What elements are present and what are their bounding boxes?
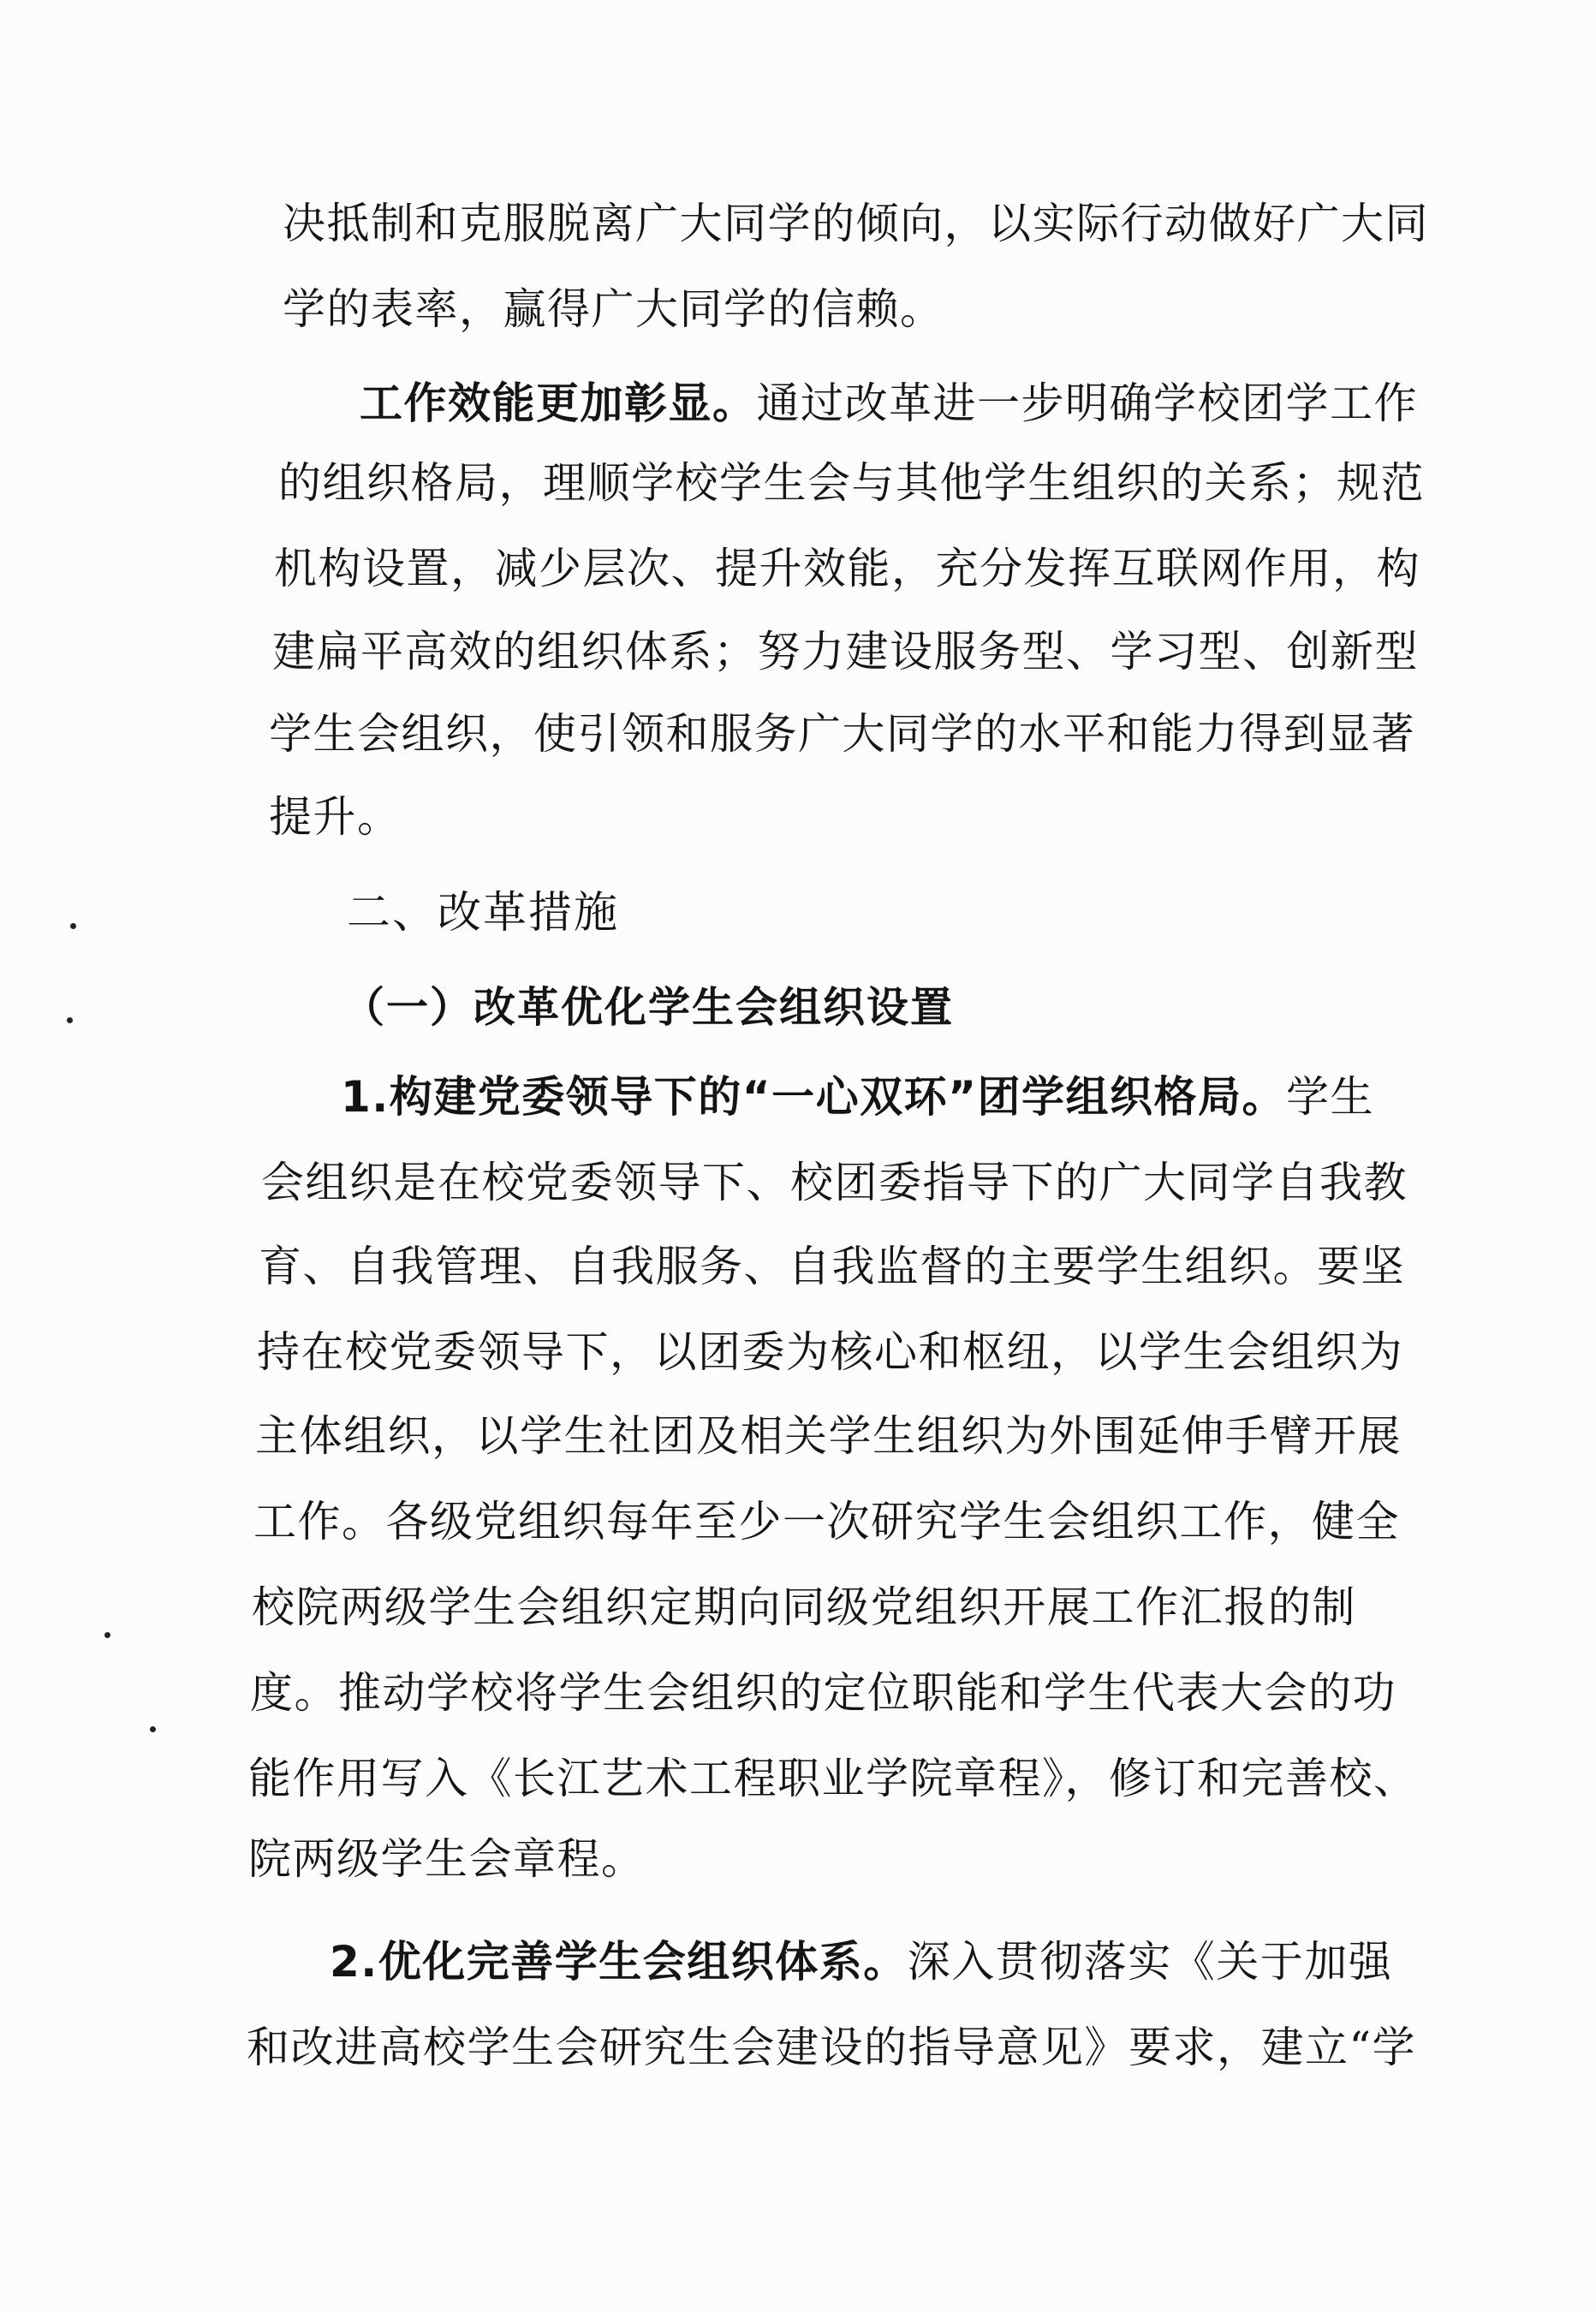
paragraph-3-line-4: 持在校党委领导下，以团委为核心和枢纽，以学生会组织为 (257, 1327, 1403, 1377)
paragraph-2-line-5: 学生会组织，使引领和服务广大同学的水平和能力得到显著 (269, 709, 1415, 759)
paragraph-1-line-1: 决抵制和克服脱离广大同学的倾向，以实际行动做好广大同 (283, 199, 1429, 248)
paragraph-2-line-2: 的组织格局，理顺学校学生会与其他学生组织的关系；规范 (278, 458, 1425, 508)
scan-mark (104, 1632, 110, 1638)
paragraph-3-line-9: 能作用写入《长江艺术工程职业学院章程》，修订和完善校、 (248, 1754, 1418, 1803)
paragraph-3-line-8: 度。推动学校将学生会组织的定位职能和学生代表大会的功 (250, 1668, 1396, 1718)
paragraph-3-line-1 (341, 1072, 1375, 1122)
paragraph-4-line-1 (330, 1937, 1393, 1987)
paragraph-3-line-10: 院两级学生会章程。 (248, 1834, 646, 1884)
paragraph-3-lead: 1.构建党委领导下的“一心双环”团学组织格局。 (341, 1072, 1287, 1122)
paragraph-3-line-3: 育、自我管理、自我服务、自我监督的主要学生组织。要坚 (259, 1242, 1405, 1291)
paragraph-4-line-1-rest: 深入贯彻落实《关于加强 (907, 1937, 1393, 1987)
section-heading: 二、改革措施 (347, 888, 620, 939)
paragraph-2-lead: 工作效能更加彰显。 (360, 378, 757, 428)
scan-mark (150, 1726, 156, 1732)
subsection-heading: （一）改革优化学生会组织设置 (342, 983, 955, 1032)
paragraph-4-line-2: 和改进高校学生会研究生会建设的指导意见》要求，建立“学 (247, 2023, 1417, 2072)
paragraph-3-line-2: 会组织是在校党委领导下、校团委指导下的广大同学自我教 (261, 1158, 1408, 1207)
scan-mark (67, 1017, 73, 1023)
paragraph-2-line-6: 提升。 (269, 792, 402, 842)
scan-mark (70, 923, 76, 929)
paragraph-3-line-6: 工作。各级党组织每年至少一次研究学生会组织工作，健全 (253, 1497, 1400, 1546)
paragraph-2-line-1-rest: 通过改革进一步明确学校团学工作 (756, 378, 1418, 428)
paragraph-3-line-1-rest: 学生 (1286, 1072, 1375, 1122)
paragraph-1-line-2: 学的表率，赢得广大同学的信赖。 (283, 284, 944, 334)
paragraph-2-line-3: 机构设置，减少层次、提升效能，充分发挥互联网作用，构 (274, 544, 1420, 593)
paragraph-3-line-5: 主体组织，以学生社团及相关学生组织为外围延伸手臂开展 (255, 1411, 1402, 1461)
paragraph-3-line-7: 校院两级学生会组织定期向同级党组织开展工作汇报的制 (252, 1582, 1356, 1632)
paragraph-2-line-4: 建扁平高效的组织体系；努力建设服务型、学习型、创新型 (272, 627, 1419, 676)
paragraph-2-line-1 (360, 378, 1418, 428)
paragraph-4-lead: 2.优化完善学生会组织体系。 (330, 1937, 908, 1987)
